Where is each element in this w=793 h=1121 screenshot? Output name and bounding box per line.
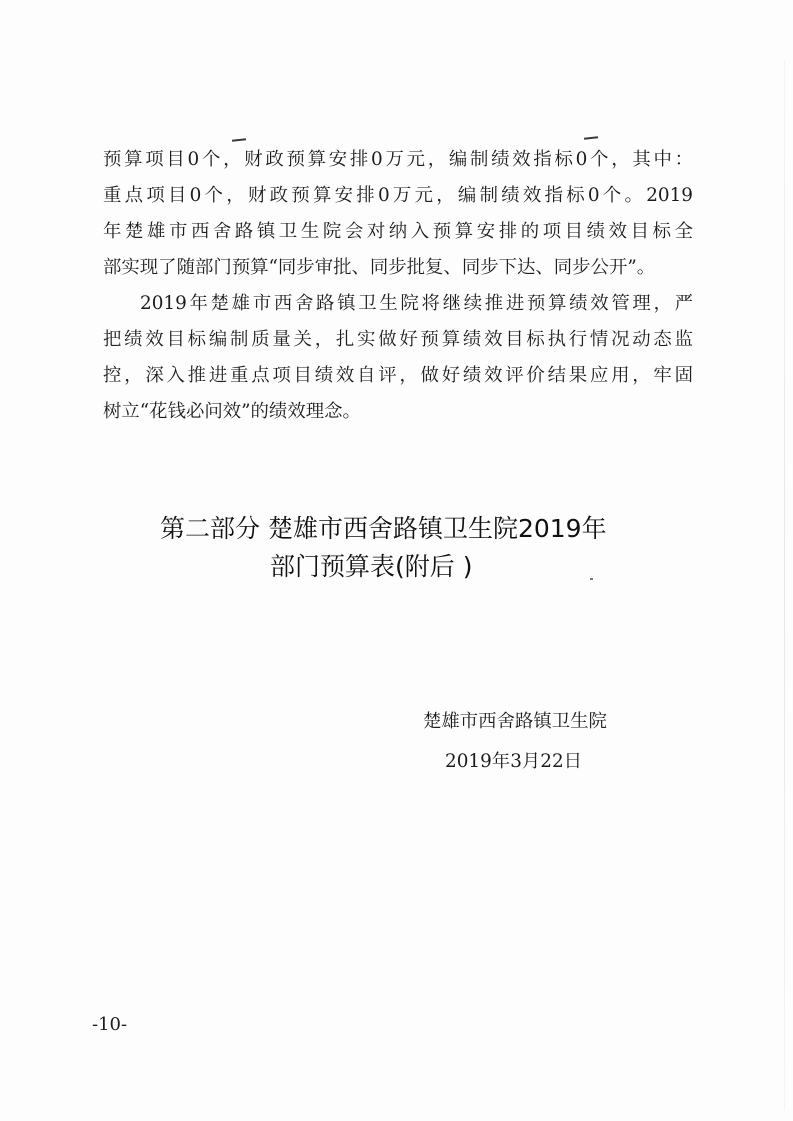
scan-artifact-mark (232, 138, 246, 141)
page-number: -10- (92, 1014, 128, 1035)
body-line: 树立“花钱必问效”的绩效理念。 (103, 401, 361, 422)
body-line: 控，深入推进重点项目绩效自评，做好绩效评价结果应用，牢固 (103, 365, 693, 386)
body-line: 重点项目0个，财政预算安排0万元，编制绩效指标0个。2019 (103, 185, 693, 206)
body-line: 2019年楚雄市西舍路镇卫生院将继续推进预算绩效管理，严 (140, 293, 693, 314)
signature-block (423, 702, 607, 782)
section-heading (160, 510, 607, 586)
body-line: 部实现了随部门预算“同步审批、同步批复、同步下达、同步公开”。 (103, 257, 656, 278)
section-heading-line2: 部门预算表(附后 ) (270, 552, 473, 581)
body-line: 预算项目0个，财政预算安排0万元，编制绩效指标0个，其中： (103, 149, 693, 170)
scan-artifact-mark (584, 136, 598, 139)
signature-date: 2019年3月22日 (445, 751, 583, 772)
body-paragraphs (103, 142, 693, 430)
body-line: 把绩效目标编制质量关，扎实做好预算绩效目标执行情况动态监 (103, 329, 693, 350)
body-line: 年楚雄市西舍路镇卫生院会对纳入预算安排的项目绩效目标全 (103, 221, 693, 242)
signature-organization: 楚雄市西舍路镇卫生院 (423, 711, 607, 732)
scan-edge-line (784, 60, 785, 1110)
section-heading-line1: 第二部分 楚雄市西舍路镇卫生院2019年 (160, 514, 607, 543)
